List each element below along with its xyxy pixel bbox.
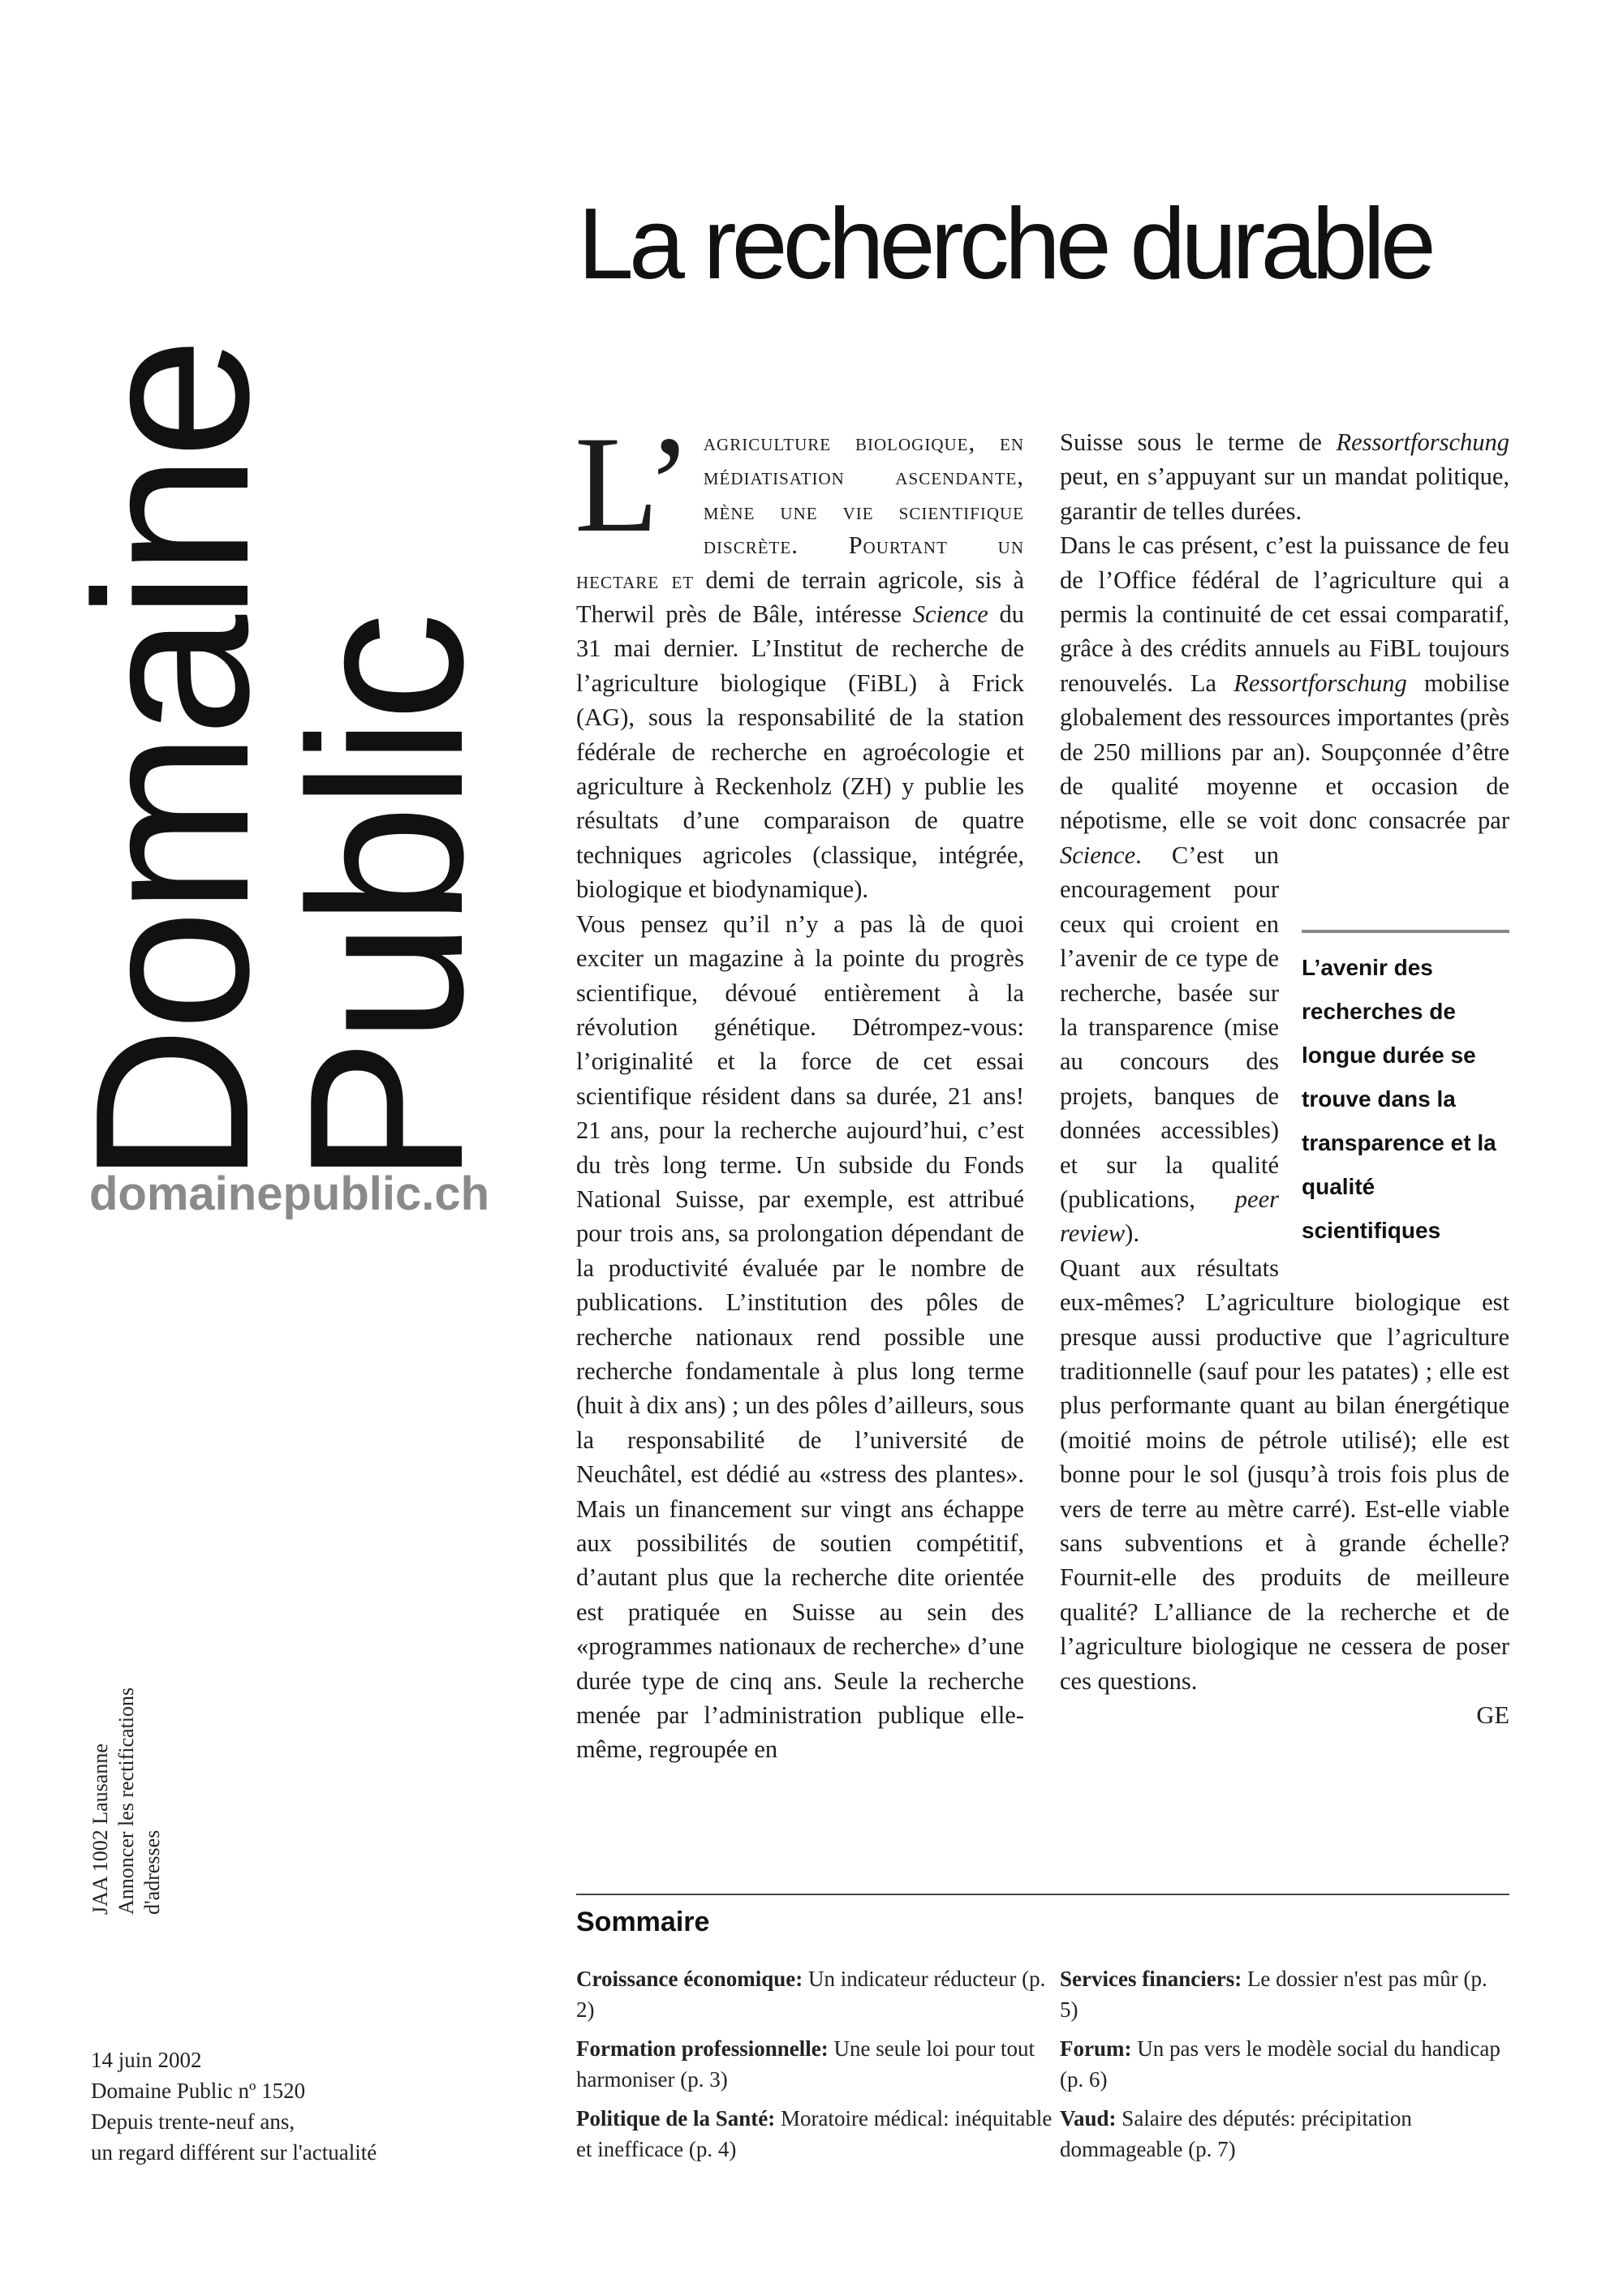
masthead xyxy=(0,0,519,1217)
sommaire-item-text: Salaire des députés: précipitation dommageable (p. 7) xyxy=(1060,2106,1412,2161)
article-paragraph-1 xyxy=(575,408,1025,907)
sommaire-item[interactable] xyxy=(1060,2033,1509,2095)
paragraph-4-text-c: . C’est un encouragement pour ceux qui croient en l’avenir de ce type de recherche, basée sur la transparence (mise au concours des projets, banques de données accessibles) et sur la qualité (publications, xyxy=(1060,841,1279,1213)
article-column-left xyxy=(575,408,1025,1767)
masthead-word-public: Public xyxy=(265,617,509,1185)
drop-cap: L’ xyxy=(575,408,692,561)
sommaire-item-section: Forum: xyxy=(1060,2036,1132,2061)
postal-line-1: JAA 1002 Lausanne xyxy=(88,1743,112,1915)
issue-info xyxy=(91,2044,464,2168)
sommaire-item-text: Moratoire médical: inéquitable et inefficace (p. 4) xyxy=(576,2106,1053,2161)
article-paragraph-2: Vous pensez qu’il n’y a pas là de quoi exciter un magazine à la pointe du progrès scientifique, dévoué entièrement à la révolution génétique. Détrompez-vous: l’originalité et la force de cet essai scientifique résident dans sa durée, 21 ans! 21 ans, pour la recherche aujourd’hui, c’est du très long terme. Un subside du Fonds National Suisse, par exemple, est attribué pour trois ans, sa prolongation dépendant de la productivité évaluée par le nombre de publications. L’institution des pôles de recherche nationaux rend possible une recherche fondamentale à plus long terme (huit à dix ans) ; un des pôles d’ailleurs, sous la responsabilité de l’université de Neuchâtel, est dédié au «stress des plantes». Mais un financement sur vingt ans échappe aux possibilités de soutien compétitif, d’autant plus que la recherche dite orientée est pratiquée en Suisse au sein des «programmes nationaux de recherche» d’une durée type de cinq ans. Seule la recherche menée par l’administration publique elle-même, regroupée en xyxy=(576,909,1024,1764)
paragraph-1-text-a: demi de terrain agricole, sis à Therwil près de Bâle, intéresse xyxy=(576,565,1024,629)
issue-number: Domaine Public nº 1520 xyxy=(91,2079,306,2103)
article-paragraph-5: Quant aux résultats eux-mêmes? L’agriculture biologique est presque aussi productive que l’agriculture traditionnelle (sauf pour les patates) ; elle est plus performante quant au bilan énergétique (moitié moins de pétrole utilisé); elle est bonne pour le sol (jusqu’à trois fois plus de vers de terre au mètre carré). Est-elle viable sans subventions et à grande échelle? Fournit-elle des produits de meilleure qualité? L’alliance de la recherche et de l’agriculture biologique ne cessera de poser ces questions. xyxy=(1060,1253,1509,1695)
issue-tagline-1: Depuis trente-neuf ans, xyxy=(91,2109,295,2134)
issue-tagline-2: un regard différent sur l'actualité xyxy=(91,2140,377,2165)
postal-line-2: Annoncer les rectifications xyxy=(114,1687,138,1915)
postal-line-3: d'adresses xyxy=(140,1829,164,1915)
sommaire-item[interactable] xyxy=(1060,1963,1509,2025)
sommaire-item-section: Vaud: xyxy=(1060,2106,1117,2130)
article-paragraph-3 xyxy=(1060,425,1509,528)
sommaire-item-text: Une seule loi pour tout harmoniser (p. 3) xyxy=(576,2036,1035,2092)
masthead-word-domaine: Domaine xyxy=(50,342,295,1185)
lead-smallcaps: agriculture biologique, en médiatisation ascendante, mène une vie scientifique discrète. Pourtant un hectare et xyxy=(576,428,1024,594)
sommaire-divider xyxy=(576,1894,1509,1895)
sommaire-item-section: Politique de la Santé: xyxy=(576,2106,776,2130)
paragraph-1-text-b: du 31 mai dernier. L’Institut de recherche de l’agriculture biologique (FiBL) à Frick (AG), sous la responsabilité de la station fédérale de recherche en agroécologie et agriculture à Reckenholz (ZH) y publie les résultats d’une comparaison de quatre techniques agricoles (classique, intégrée, biologique et biodynamique). xyxy=(576,600,1025,904)
paragraph-4-emphasis-3: peer review xyxy=(1060,1185,1279,1248)
paragraph-3-text-b: peut, en s’appuyant sur un mandat politique, garantir de telles durées. xyxy=(1060,462,1509,525)
sommaire-item-section: Services financiers: xyxy=(1060,1967,1242,1991)
sommaire-item-text: Le dossier n'est pas mûr (p. 5) xyxy=(1060,1967,1487,2022)
sommaire-title: Sommaire xyxy=(576,1907,710,1937)
paragraph-4-text-d: ). xyxy=(1125,1219,1139,1248)
sommaire-item-section: Croissance économique: xyxy=(576,1967,803,1991)
postal-info xyxy=(88,1688,166,1915)
article-title: La recherche durable xyxy=(578,188,1431,300)
sommaire-item[interactable] xyxy=(576,2103,1060,2165)
sommaire-item-text: Un pas vers le modèle social du handicap (p. 6) xyxy=(1060,2036,1500,2092)
paragraph-4-text-b: mobilise globalement des ressources importantes (près de 250 millions par an). Soupçonnée d’être de qualité moyenne et occasion de népotisme, elle se voit donc consacrée par xyxy=(1060,669,1509,835)
paragraph-3-text-a: Suisse sous le terme de xyxy=(1060,428,1337,456)
paragraph-3-emphasis: Ressortforschung xyxy=(1336,428,1509,456)
pull-quote: L’avenir des recherches de longue durée se trouve dans la transparence et la qualité scientifiques xyxy=(1302,930,1509,1253)
issue-date: 14 juin 2002 xyxy=(91,2048,202,2072)
author-signature: GE xyxy=(1476,1701,1509,1730)
paragraph-1-emphasis: Science xyxy=(912,600,988,629)
paragraph-4-emphasis-1: Ressortforschung xyxy=(1233,669,1407,697)
sommaire-item[interactable] xyxy=(1060,2103,1509,2165)
sommaire-item-section: Formation professionnelle: xyxy=(576,2036,829,2061)
sommaire-list xyxy=(576,1963,1509,2165)
sommaire-item[interactable] xyxy=(576,1963,1060,2025)
paragraph-4-text-a: Dans le cas présent, c’est la puissance de feu de l’Office fédéral de l’agriculture qui a permis la continuité de cet essai comparatif, grâce à des crédits annuels au FiBL toujours renouvelés. La xyxy=(1060,531,1509,697)
site-url[interactable]: domainepublic.ch xyxy=(89,1167,490,1220)
paragraph-4-emphasis-2: Science xyxy=(1060,841,1136,869)
sommaire-item[interactable] xyxy=(576,2033,1060,2095)
sommaire-item-text: Un indicateur réducteur (p. 2) xyxy=(576,1967,1046,2022)
